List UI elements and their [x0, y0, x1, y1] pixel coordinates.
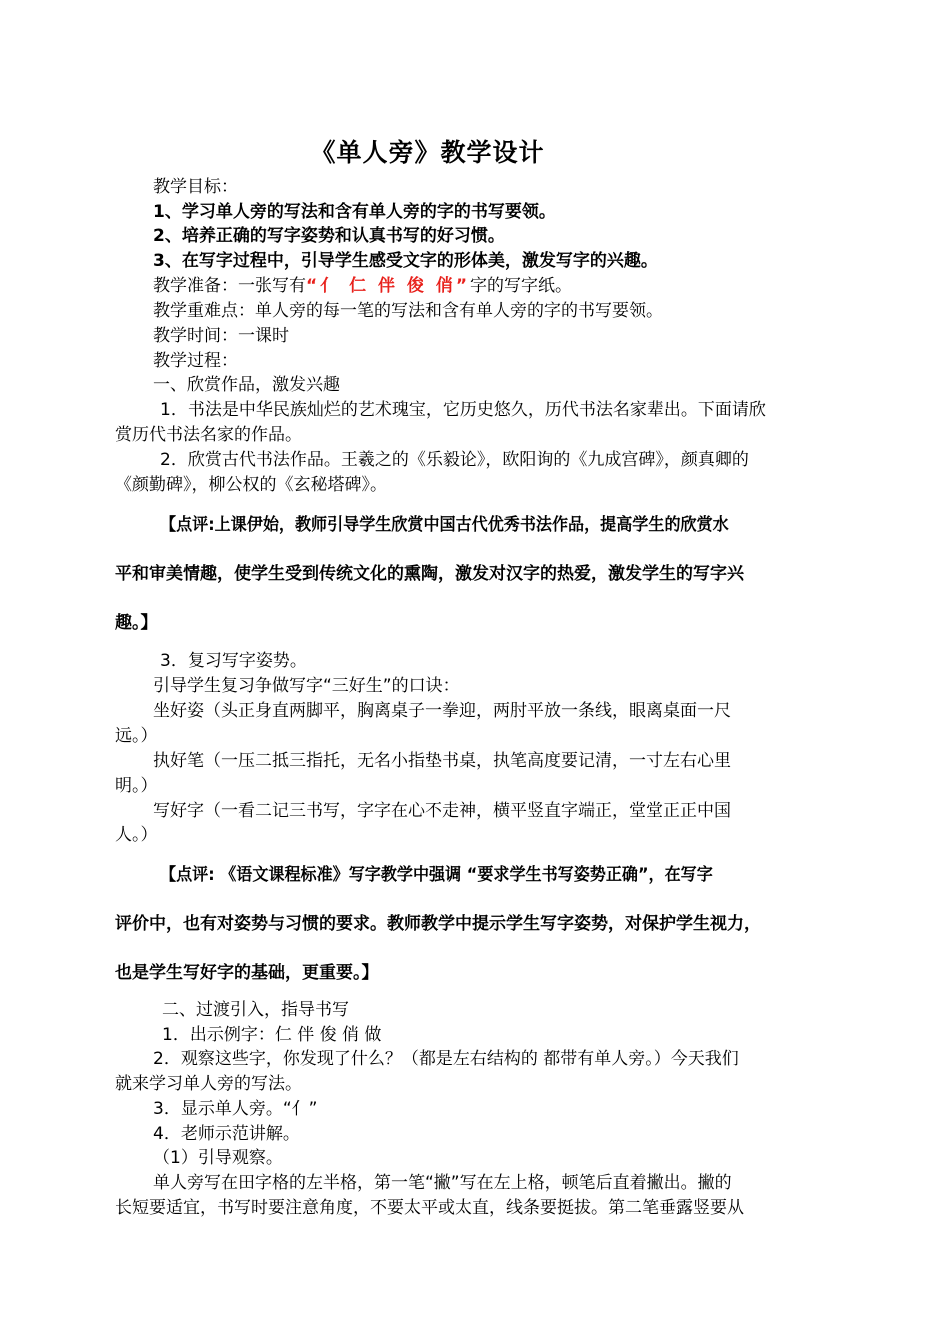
part2-step4-1: （1）引导观察。: [153, 1148, 283, 1168]
document-title: [0, 133, 950, 169]
teaching-time: 教学时间：一课时: [153, 326, 289, 346]
sit-rule-line1: 坐好姿（头正身直两脚平，胸离桌子一拳迎，两肘平放一条线，眼离桌面一尺: [153, 701, 731, 721]
comment1-line2: 平和审美情趣，使学生受到传统文化的熏陶，激发对汉字的热爱，激发学生的写字兴: [115, 564, 744, 584]
comment2-line2: 评价中，也有对姿势与习惯的要求。教师教学中提示学生写字姿势，对保护学生视力，: [115, 914, 761, 934]
sit-rule-line2: 远。）: [115, 726, 158, 746]
pen-rule-line1: 执好笔（一压二抵三指托，无名小指垫书桌，执笔高度要记清，一寸左右心里: [153, 751, 731, 771]
part1-p3-intro: 引导学生复习争做写字“三好生”的口诀：: [153, 676, 460, 696]
goal-item-1: 1、学习单人旁的写法和含有单人旁的字的书写要领。: [153, 202, 556, 222]
goal-item-3: 3、在写字过程中，引导学生感受文字的形体美，激发写字的兴趣。: [153, 251, 658, 271]
key-points: 教学重难点：单人旁的每一笔的写法和含有单人旁的字的书写要领。: [153, 301, 663, 321]
comment1-line3: 趣。】: [115, 613, 158, 633]
comment2-line1: 【点评: 《语文课程标准》写字教学中强调 “要求学生书写姿势正确”，在写字: [160, 865, 713, 885]
comment1-line1: 【点评:上课伊始，教师引导学生欣赏中国古代优秀书法作品，提高学生的欣赏水: [160, 515, 729, 535]
part1-p2-line2: 《颜勤碑》，柳公权的《玄秘塔碑》。: [115, 475, 387, 495]
prep-prefix: 教学准备：一张写有: [153, 276, 306, 296]
part2-step2-line1: 2．观察这些字，你发现了什么？（都是左右结构的 都带有单人旁。）今天我们: [153, 1049, 739, 1069]
part2-step4: 4．老师示范讲解。: [153, 1124, 300, 1144]
title-text: 《单人旁》教学设计: [310, 138, 545, 167]
teaching-process: 教学过程：: [153, 351, 238, 371]
pen-rule-line2: 明。）: [115, 776, 158, 796]
part2-desc-line1: 单人旁写在田字格的左半格，第一笔“撇”写在左上格，顿笔后直着撇出。撇的: [153, 1173, 732, 1193]
part2-desc-line2: 长短要适宜，书写时要注意角度，不要太平或太直，线条要挺拔。第二笔垂露竖要从: [115, 1198, 744, 1218]
comment2-line3: 也是学生写好字的基础，更重要。】: [115, 963, 379, 983]
part1-p3: 3．复习写字姿势。: [160, 651, 307, 671]
prep-highlight: “亻 仁 伴 俊 俏”: [306, 276, 471, 296]
part1-p1-line2: 赏历代书法名家的作品。: [115, 425, 302, 445]
part1-heading: 一、欣赏作品，激发兴趣: [153, 375, 340, 395]
write-rule-line1: 写好字（一看二记三书写，字字在心不走神，横平竖直字端正，堂堂正正中国: [153, 801, 731, 821]
part2-step2-line2: 就来学习单人旁的写法。: [115, 1074, 302, 1094]
part1-p2-line1: 2．欣赏古代书法作品。王羲之的《乐毅论》，欧阳询的《九成宫碑》，颜真卿的: [160, 450, 749, 470]
teaching-prep: [153, 275, 572, 297]
goal-item-2: 2、培养正确的写字姿势和认真书写的好习惯。: [153, 226, 505, 246]
prep-suffix: 字的写字纸。: [470, 276, 573, 296]
goals-heading: 教学目标：: [153, 177, 238, 197]
part2-step1: 1．出示例字：仁 伴 俊 俏 做: [162, 1025, 382, 1045]
write-rule-line2: 人。）: [115, 825, 158, 845]
part2-heading: 二、过渡引入，指导书写: [162, 1000, 349, 1020]
part2-step3: 3．显示单人旁。“亻”: [153, 1099, 318, 1119]
part1-p1-line1: 1．书法是中华民族灿烂的艺术瑰宝，它历史悠久，历代书法名家辈出。下面请欣: [160, 400, 766, 420]
